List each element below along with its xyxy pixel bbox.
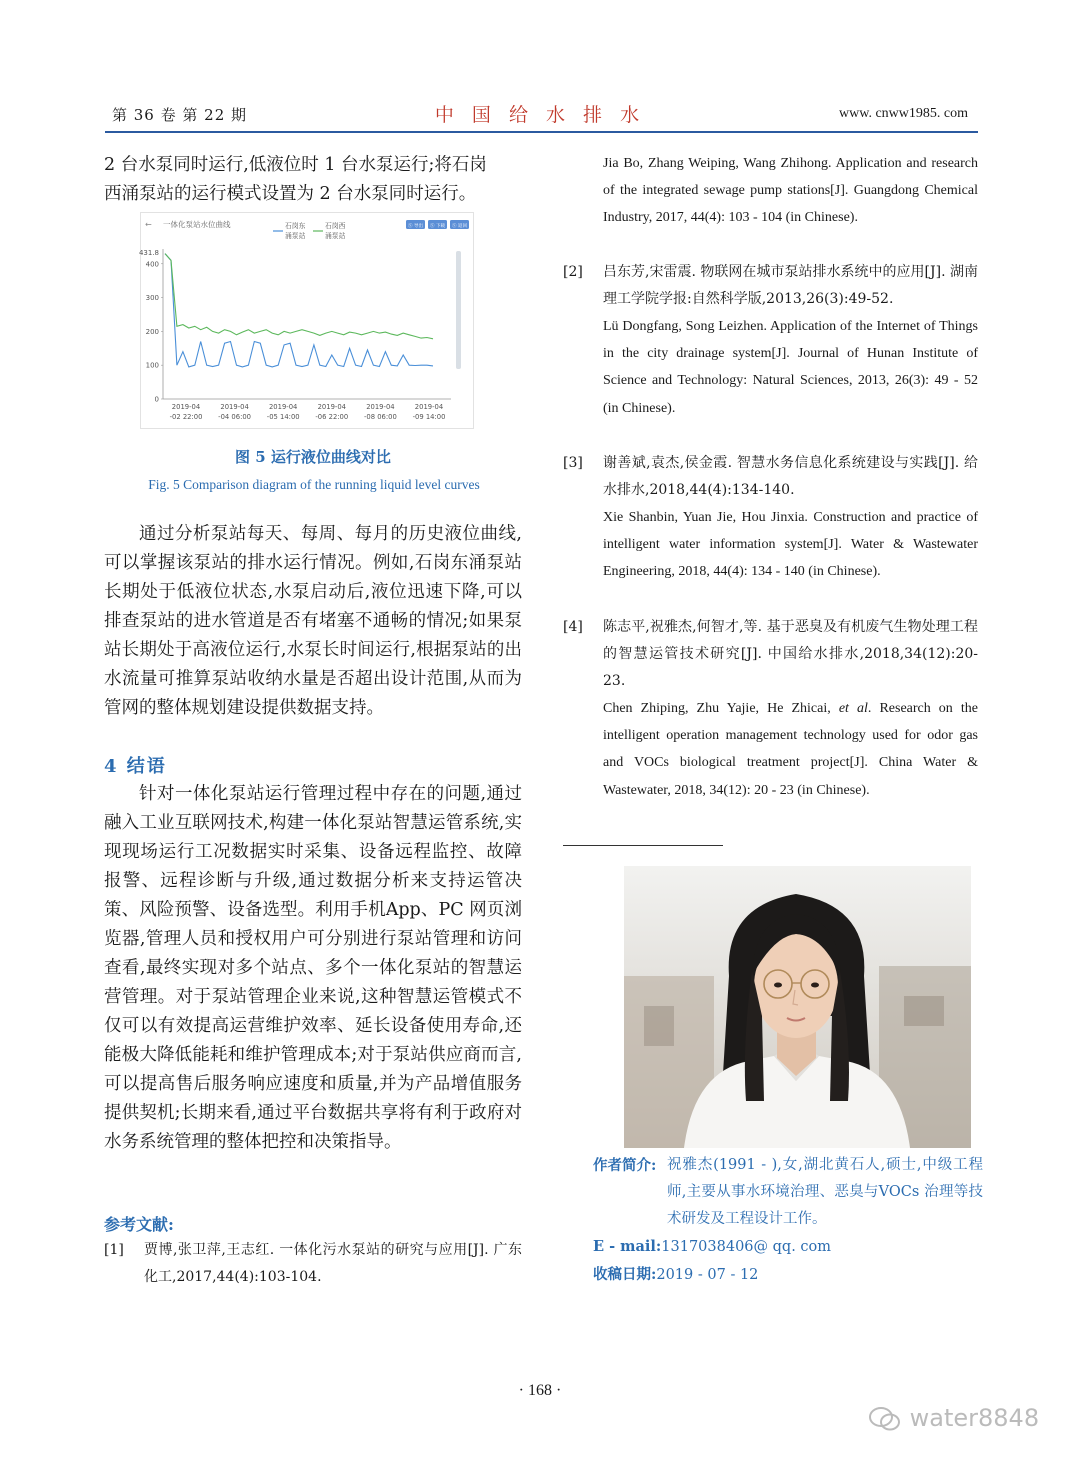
received-date-row [593, 1261, 983, 1289]
x-tick-label: -02 22:00 [169, 413, 203, 421]
references-heading: 参考文献: [104, 1215, 174, 1234]
back-button-label: Ⓢ 返回 [452, 224, 467, 229]
chart-scrollbar[interactable] [456, 251, 461, 369]
x-tick-label: 2019-04 [366, 403, 395, 411]
y-tick-label: 0 [154, 395, 159, 404]
x-tick-label: -04 06:00 [218, 413, 252, 421]
paragraph-analysis [104, 520, 522, 723]
journal-title: 中 国 给 水 排 水 [434, 104, 646, 126]
y-tick-label: 100 [145, 361, 159, 370]
reference-4-cn: 陈志平,祝雅杰,何智才,等. 基于恶臭及有机废气生物处理工程的智慧运管技术研究[J]. 中国给水排水,2018,34(12):20-23. [603, 619, 978, 689]
y-axis [146, 249, 163, 404]
series-line-east [165, 254, 433, 367]
reference-4 [563, 614, 978, 804]
author-bio [593, 1152, 983, 1289]
reference-2-cn: 吕东芳,宋雷震. 物联网在城市泵站排水系统中的应用[J]. 湖南理工学院学报:自然科学版,2013,26(3):49-52. [603, 264, 978, 307]
header-rule [105, 131, 978, 133]
chart-legend [273, 221, 346, 240]
page-number: · 168 · [518, 1382, 562, 1399]
watermark-text: water8848 [909, 1404, 1040, 1432]
author-email-row [593, 1233, 983, 1261]
wechat-icon [868, 1406, 902, 1432]
chart-title: 一体化泵站水位曲线 [163, 220, 231, 229]
chart-svg [138, 213, 473, 428]
journal-url: www. cnww1985. com [839, 106, 968, 121]
legend-label-east-line1: 石岗东 [285, 222, 306, 230]
email-label: E - mail: [593, 1238, 662, 1255]
export-button-label: Ⓢ 导出 [408, 224, 423, 229]
y-tick-label: 300 [145, 294, 159, 303]
reference-4-en [603, 695, 978, 804]
back-arrow-icon[interactable]: ← [145, 220, 152, 229]
intro-line-2: 西涌泵站的运行模式设置为 2 台水泵同时运行。 [104, 184, 477, 204]
reference-2-en: Lü Dongfang, Song Leizhen. Application of the Internet of Things in the city drainage system[J]. Journal of Hunan Institute of Science and Technology: Natural Sciences, 2013, 26(3): 49 - 52 (in Chinese). [603, 319, 978, 416]
figure-caption-cn: 图 5 运行液位曲线对比 [235, 448, 391, 466]
x-tick-label: 2019-04 [317, 403, 347, 411]
x-tick-label: -09 14:00 [412, 413, 446, 421]
reference-4-en-authors: Chen Zhiping, Zhu Yajie, He Zhicai, [603, 701, 839, 716]
y-tick-label: 200 [145, 327, 159, 336]
x-tick-label: 2019-04 [220, 403, 249, 411]
reference-1 [104, 1237, 522, 1291]
paragraph-analysis-text: 通过分析泵站每天、每周、每月的历史液位曲线,可以掌握该泵站的排水运行情况。例如,石岗东涌泵站长期处于低液位状态,水泵启动后,液位迅速下降,可以排查泵站的进水管道是否有堵塞不通畅的情况;如果泵站长期处于高液位运行,水泵长时间运行,根据泵站的出水流量可推算泵站收纳水量是否超出设计范围,从而为管网的整体规划建设提供数据支持。 [104, 524, 522, 718]
author-bio-block [593, 1152, 983, 1233]
reference-1-en: Jia Bo, Zhang Weiping, Wang Zhihong. Application and research of the integrated sewage pump stations[J]. Guangdong Chemical Industry, 2017, 44(4): 103 - 104 (in Chinese). [603, 156, 978, 226]
x-tick-label: -08 06:00 [363, 413, 397, 421]
received-date-value: 2019 - 07 - 12 [656, 1267, 759, 1283]
intro-paragraph [104, 151, 522, 209]
paragraph-conclusion [104, 780, 522, 1157]
author-bio-text: 祝雅杰(1991 - ),女,湖北黄石人,硕士,中级工程师,主要从事水环境治理、恶臭与VOCs 治理等技术研发及工程设计工作。 [667, 1157, 983, 1227]
footnote-divider [563, 845, 723, 846]
y-tick-label: 400 [145, 260, 159, 269]
watermark [868, 1404, 1039, 1432]
email-value[interactable]: 1317038406@ qq. com [661, 1239, 832, 1255]
reference-4-en-etal: et al [838, 701, 868, 716]
reference-3 [563, 450, 978, 586]
reference-3-cn: 谢善斌,袁杰,侯金霞. 智慧水务信息化系统建设与实践[J]. 给水排水,2018,44(4):134-140. [603, 455, 978, 498]
x-tick-label: -06 22:00 [315, 413, 349, 421]
author-photo [624, 866, 971, 1148]
reference-1-en-block [563, 150, 978, 232]
reference-3-en: Xie Shanbin, Yuan Jie, Hou Jinxia. Construction and practice of intelligent water information system[J]. Water & Wastewater Engineering, 2018, 44(4): 134 - 140 (in Chinese). [603, 510, 978, 580]
series-line-west [165, 254, 433, 339]
reference-2-number: [2] [563, 264, 583, 280]
section-heading-conclusion: 4 结语 [104, 756, 167, 777]
reference-1-number: [1] [104, 1242, 124, 1258]
reference-3-number: [3] [563, 455, 583, 471]
legend-label-west-line1: 石岗西 [325, 222, 346, 230]
intro-line-1: 2 台水泵同时运行,低液位时 1 台水泵运行;将石岗 [104, 155, 487, 175]
legend-label-east-line2: 涌泵站 [285, 232, 306, 240]
author-portrait-image [624, 866, 971, 1148]
x-axis [163, 399, 451, 421]
chart-toolbar [406, 220, 469, 229]
download-button-label: Ⓢ 下载 [430, 224, 445, 229]
x-tick-label: 2019-04 [268, 403, 298, 411]
x-tick-label: 2019-04 [171, 403, 201, 411]
y-max-label: 431.8 [138, 249, 159, 257]
legend-label-west-line2: 涌泵站 [325, 232, 346, 240]
reference-4-number: [4] [563, 619, 583, 635]
paragraph-conclusion-text: 针对一体化泵站运行管理过程中存在的问题,通过融入工业互联网技术,构建一体化泵站智慧运管系统,实现现场运行工况数据实时采集、设备远程监控、故障报警、远程诊断与升级,通过数据分析来支持运管决策、风险预警、设备选型。利用手机App、PC 网页浏览器,管理人员和授权用户可分别进行泵站管理和访问查看,最终实现对多个站点、多个一体化泵站的智慧运营管理。对于泵站管理企业来说,这种智慧运管模式不仅可以有效提高运营维护效率、延长设备使用寿命,还能极大降低能耗和维护管理成本;对于泵站供应商而言,可以提高售后服务响应速度和质量,并为产品增值服务提供契机;长期来看,通过平台数据共享将有利于政府对水务系统管理的整体把控和决策指导。 [104, 784, 522, 1152]
received-date-label: 收稿日期: [593, 1266, 657, 1283]
author-bio-label: 作者简介: [593, 1157, 657, 1174]
figure-caption-en: Fig. 5 Comparison diagram of the running liquid level curves [148, 477, 480, 492]
x-tick-label: 2019-04 [414, 403, 444, 411]
x-tick-label: -05 14:00 [266, 413, 300, 421]
journal-volume-issue: 第 36 卷 第 22 期 [112, 106, 248, 124]
reference-2 [563, 259, 978, 422]
chart-series [165, 254, 433, 367]
reference-4-en-rest: . Research on the intelligent operation management technology used for odor gas and VOCs biological treatment project[J]. China Water & Wastewater, 2018, 34(12): 20 - 23 (in Chinese). [603, 701, 978, 798]
reference-1-cn: 贾博,张卫萍,王志红. 一体化污水泵站的研究与应用[J]. 广东化工,2017,44(4):103-104. [144, 1242, 522, 1285]
level-curve-chart [140, 212, 474, 429]
